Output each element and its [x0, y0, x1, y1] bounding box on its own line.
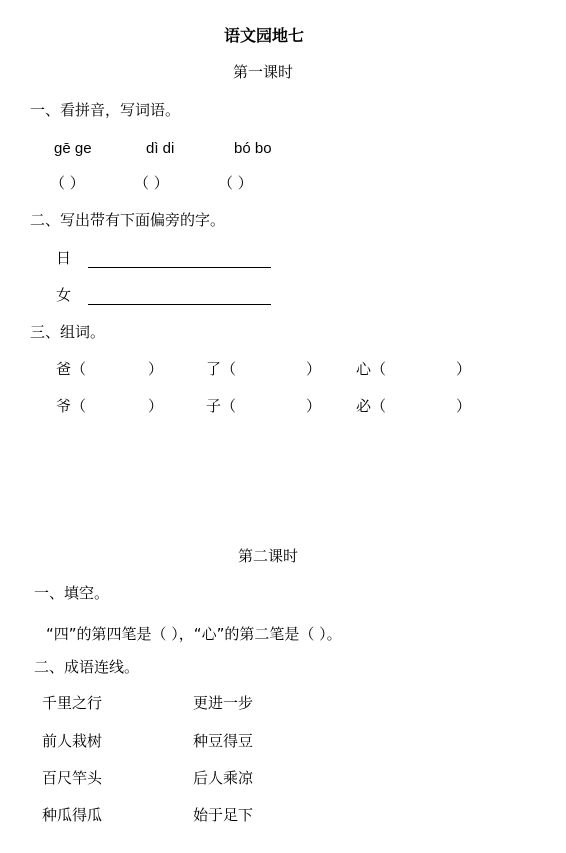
idiom-left-1[interactable]: 千里之行 [42, 694, 103, 712]
idiom-left-3[interactable]: 百尺竿头 [42, 769, 103, 787]
idiom-left-2[interactable]: 前人栽树 [42, 732, 103, 750]
q3-heading: 三、组词。 [30, 323, 106, 341]
answer-line-ri[interactable] [88, 267, 271, 268]
word-group-ba-close[interactable]: ） [148, 360, 164, 378]
idiom-right-4[interactable]: 始于足下 [193, 806, 254, 824]
word-group-bi-close[interactable]: ） [456, 397, 472, 415]
fill-blank-sentence[interactable]: “四”的第四笔是（ ），“心”的第二笔是（ ）。 [46, 625, 342, 643]
answer-blank-1[interactable]: （ ） [50, 174, 85, 192]
idiom-right-2[interactable]: 种豆得豆 [193, 732, 254, 750]
lesson-one-heading: 第一课时 [233, 63, 294, 81]
idiom-right-3[interactable]: 后人乘凉 [193, 769, 254, 787]
radical-ri: 日 [56, 249, 72, 267]
word-group-ye-close[interactable]: ） [148, 397, 164, 415]
word-group-le-open: 了（ [206, 360, 237, 378]
word-group-xin-open: 心（ [356, 360, 387, 378]
page-title: 语文园地七 [224, 26, 305, 45]
answer-blank-2[interactable]: （ ） [134, 174, 169, 192]
pinyin-bobo: bó bo [234, 140, 272, 157]
word-group-zi-close[interactable]: ） [306, 397, 322, 415]
fill-blank-heading: 一、填空。 [34, 584, 110, 602]
pinyin-didi: dì di [146, 140, 175, 157]
idiom-left-4[interactable]: 种瓜得瓜 [42, 806, 103, 824]
q1-heading: 一、看拼音，写词语。 [30, 101, 181, 119]
answer-line-nv[interactable] [88, 304, 271, 305]
word-group-xin-close[interactable]: ） [456, 360, 472, 378]
radical-nv: 女 [56, 286, 72, 304]
idiom-match-heading: 二、成语连线。 [34, 658, 140, 676]
word-group-ye-open: 爷（ [56, 397, 87, 415]
q2-heading: 二、写出带有下面偏旁的字。 [30, 211, 226, 229]
word-group-le-close[interactable]: ） [306, 360, 322, 378]
lesson-two-heading: 第二课时 [238, 547, 299, 565]
pinyin-gege: gē ge [54, 140, 92, 157]
word-group-bi-open: 必（ [356, 397, 387, 415]
word-group-zi-open: 子（ [206, 397, 237, 415]
word-group-ba-open: 爸（ [56, 360, 87, 378]
idiom-right-1[interactable]: 更进一步 [193, 694, 254, 712]
answer-blank-3[interactable]: （ ） [218, 174, 253, 192]
